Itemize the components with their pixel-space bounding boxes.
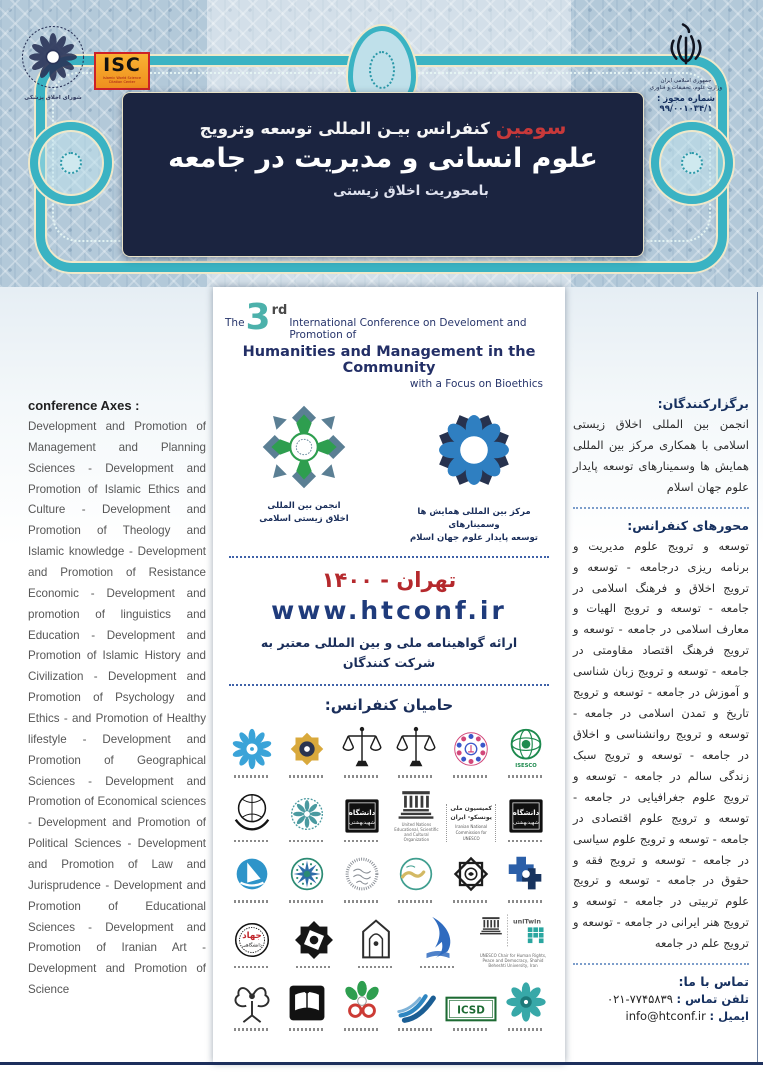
crescent-sail-logo-icon xyxy=(229,851,275,897)
sponsor-caption: United Nations Educational, Scientific and Cultural Organization xyxy=(394,821,439,843)
svg-text:دانشگاه: دانشگاه xyxy=(348,808,375,817)
sponsor-caption-illegible xyxy=(453,1028,489,1031)
islamic-human-rights-commission-logo xyxy=(227,789,277,843)
sponsors-row xyxy=(225,912,553,969)
sponsor-caption-illegible xyxy=(398,1028,434,1031)
sponsor-caption-illegible xyxy=(344,775,380,778)
regional-science-info-center-star-logo-icon xyxy=(284,726,330,772)
star-flower-emblem-icon xyxy=(428,404,520,496)
medical-ethics-law-research-center-logo xyxy=(282,791,332,843)
jahad-daneshgahi-logo-icon xyxy=(229,917,275,963)
axes-en-body: Development and Promotion of Management and Planning Sciences - Development and Promotion of Islamic Ethics and Culture - Development and Promotion of Theology and Islamic knowledge - Development and Promotion of Resistance Economic - Development and promotion of linguistics and Education - Development and Promotion of Islamic History and Civilization - Development and Promotion of Psychology and Ethics - and Promotion of Healthy lifestyle - Development and Promotion of Geographical Sciences - Development and Promotion of Economical sciences - Development and Promotion of Political Sciences - Development and Promotion of Law and Jurisprudence - Development and Promotion of Educational Sciences - Development and Promotion of Iranian Art - Development and Promotion of Science xyxy=(28,420,206,997)
axes-fa-body: توسعه و ترویج علوم مدیریت و برنامه ریزی درجامعه - توسعه و ترویج اخلاق و فرهنگ اسلامی در جامعه - توسعه و ترویج الهیات و معارف اسلامی در جامعه - توسعه و ترویج فرهنگ اقتصاد مقاومتی در جامعه - توسعه و ترویج زبان شناسی و آموزش در جامعه - توسعه و ترویج تاریخ و تمدن اسلامی در جامعه - توسعه و ترویج روانشناسی و اخلاق در جامعه - توسعه و ترویج سبک زندگی سالم در جامعه - توسعه و ترویج علوم جغرافیایی در جامعه - توسعه و ترویج علوم اقتصادی در جامعه - توسعه و ترویج علوم سیاسی در جامعه - توسعه و ترویج فقه و حقوق در جامعه - توسعه و ترویج علوم تربیتی در جامعه - توسعه و ترویج هنر ایرانی در جامعه - توسعه و ترویج علم در جامعه xyxy=(573,538,749,951)
human-rights-deputy-scales-logo xyxy=(391,722,441,778)
title-en-line2: Humanities and Management in the Community xyxy=(242,344,536,376)
children-rights-society-logo xyxy=(446,726,496,778)
svg-text:دانشگاهی: دانشگاهی xyxy=(242,943,262,949)
license-number: شماره مجوز : ۹۹/۰۰۱۰۳۴/۱ xyxy=(656,94,716,114)
conference-title-fa-line3: بامحوریت اخلاق زیستی xyxy=(333,183,489,199)
iran-national-emblem-icon xyxy=(663,20,709,72)
isc-logo xyxy=(94,52,150,90)
title-highlight-third: سومین xyxy=(495,115,567,139)
islamic-world-science-seminars-center-logo: مرکز بین المللی همایش ها وسمینارهای توسعه پایدار علوم جهان اسلام xyxy=(409,404,539,544)
ethics-council-caption: شورای اخلاق پزشکی xyxy=(24,95,82,101)
left-scroll-ornament xyxy=(30,122,112,204)
shahid-beheshti-university-logo xyxy=(337,795,387,843)
email-line: ایمیل : info@htconf.ir xyxy=(625,1009,749,1024)
city-year: تهران - ۱۴۰۰ xyxy=(321,568,457,593)
compass-rose-logo xyxy=(282,851,332,903)
organizer-logos-row xyxy=(225,404,553,544)
sponsor-caption-illegible xyxy=(344,840,380,843)
knot-star-emblem-logo-icon xyxy=(448,851,494,897)
sponsor-caption-illegible xyxy=(508,775,544,778)
sponsor-caption-illegible xyxy=(234,900,270,903)
shahid-beheshti-law-faculty-logo-icon xyxy=(505,795,547,837)
dotted-separator xyxy=(573,963,749,965)
sponsors-row xyxy=(225,977,553,1031)
islamic-azad-university-logo xyxy=(413,913,463,969)
shahid-beheshti-university-logo-icon xyxy=(341,795,383,837)
title-en-line3: with a Focus on Bioethics xyxy=(409,378,543,390)
iranian-participation-culture-house-logo-icon xyxy=(339,979,385,1025)
unesco-chair-unitwin-logo-icon xyxy=(476,912,550,952)
sponsors-row xyxy=(225,851,553,903)
regional-science-info-center-star-logo xyxy=(282,726,332,778)
health-ministry-tulip-logo-icon xyxy=(229,977,275,1025)
isc-text: ISC xyxy=(103,54,141,76)
health-ministry-tulip-logo xyxy=(227,977,277,1031)
conference-axes-en-column xyxy=(28,398,206,1001)
license-line-1: جمهوری اسلامی ایران xyxy=(660,78,712,84)
organizers-heading: برگزارکنندگان: xyxy=(657,396,749,411)
elite-association-flower-logo-icon xyxy=(503,979,549,1025)
phone-line: تلفن تماس : ۰۲۱-۷۷۴۵۸۳۹ xyxy=(606,992,749,1007)
jahad-daneshgahi-logo xyxy=(227,917,277,969)
sponsors-grid xyxy=(225,722,553,1031)
conference-title-en xyxy=(225,297,553,390)
ministry-of-justice-scales-logo xyxy=(337,722,387,778)
children-rights-society-logo-icon xyxy=(448,726,494,772)
right-margin-line xyxy=(757,292,759,1062)
human-rights-deputy-scales-logo-icon xyxy=(394,722,438,772)
organizers-body: انجمن بین المللی اخلاق زیستی اسلامی با همکاری مرکز بین المللی همایش ها وسمینارهای توسعه پایدار علوم جهان اسلام xyxy=(573,417,749,494)
calligraphy-medallion-logo xyxy=(337,851,387,903)
bioethics-society-flower-logo-icon xyxy=(229,726,275,772)
svg-text:شهیدبهشتی: شهیدبهشتی xyxy=(513,819,539,826)
sustainable-development-research-center-logo-icon xyxy=(391,979,441,1025)
dotted-separator xyxy=(573,507,749,509)
dotted-separator xyxy=(229,556,549,558)
medical-university-book-logo-icon xyxy=(285,981,329,1025)
axes-en-heading: conference Axes : xyxy=(28,398,140,413)
medical-ethics-law-research-center-logo-icon xyxy=(284,791,330,837)
qom-university-of-technology-logo xyxy=(501,851,551,903)
compass-rose-logo-icon xyxy=(284,851,330,897)
knot-star-emblem-logo xyxy=(446,851,496,903)
green-knot-emblem-icon xyxy=(261,404,347,490)
center-panel xyxy=(213,287,565,1063)
sponsor-caption-illegible xyxy=(234,840,270,843)
quran-sciences-university-arch-logo xyxy=(351,915,401,969)
humanities-research-institute-star-logo-icon xyxy=(291,917,337,963)
calligraphy-medallion-logo-icon xyxy=(339,851,385,897)
islamic-human-rights-commission-logo-icon xyxy=(229,789,275,837)
iran-emblem-block xyxy=(631,20,741,114)
bottom-border-line xyxy=(0,1062,763,1065)
svg-text:ISESCO: ISESCO xyxy=(515,763,537,770)
medical-university-book-logo xyxy=(282,981,332,1031)
bioethics-society-flower-logo xyxy=(227,726,277,778)
isesco-logo xyxy=(501,724,551,778)
sponsor-caption-illegible xyxy=(453,775,489,778)
sponsor-caption-illegible xyxy=(453,900,489,903)
axes-fa-heading: محورهای کنفرانس: xyxy=(627,517,749,533)
sponsors-row xyxy=(225,722,553,778)
title-en-line1: International Conference on Develoment and Promotion of xyxy=(289,317,527,341)
sponsor-caption-illegible xyxy=(358,966,394,969)
svg-text:ICSD: ICSD xyxy=(457,1005,486,1018)
icsd-logo-icon xyxy=(444,993,498,1025)
svg-text:شهیدبهشتی: شهیدبهشتی xyxy=(348,819,375,826)
sustainable-development-research-center-logo xyxy=(391,979,441,1031)
sponsor-caption-illegible xyxy=(289,840,325,843)
svg-text:جهاد: جهاد xyxy=(242,930,262,941)
sponsor-caption-illegible xyxy=(344,1028,380,1031)
elite-association-flower-logo xyxy=(501,979,551,1031)
islamic-azad-university-logo-icon xyxy=(415,913,461,963)
dotted-separator xyxy=(229,684,549,686)
unesco-chair-unitwin-logo xyxy=(475,912,551,969)
email-address: info@htconf.ir xyxy=(625,1009,706,1024)
ministry-of-justice-scales-logo-icon xyxy=(340,722,384,772)
sponsor-caption-illegible xyxy=(289,900,325,903)
website-url: www.htconf.ir xyxy=(271,596,507,626)
medical-ethics-council-logo xyxy=(16,24,90,101)
sponsor-caption-illegible xyxy=(508,1028,544,1031)
svg-text:دانشگاه: دانشگاه xyxy=(512,808,540,817)
sponsor-caption-illegible xyxy=(508,840,544,843)
wave-circle-logo xyxy=(391,851,441,903)
isc-subtext: Islamic World Science Citation Center xyxy=(102,76,142,84)
sponsor-caption-illegible xyxy=(296,966,332,969)
phone-number: ۰۲۱-۷۷۴۵۸۳۹ xyxy=(606,992,673,1007)
sponsor-caption-illegible xyxy=(289,1028,325,1031)
title-en-ordinal: rd xyxy=(271,303,288,318)
icsd-logo xyxy=(446,993,496,1031)
conference-title-fa-line2: علوم انسانی و مدیریت در جامعه xyxy=(168,143,598,174)
title-en-the: The xyxy=(225,317,245,329)
svg-text:uniTwin: uniTwin xyxy=(513,917,541,926)
flower-emblem-icon xyxy=(20,24,86,90)
sponsors-heading: حامیان کنفرانس: xyxy=(324,696,454,714)
conference-title-fa-line1: سومین کنفرانس بیـن المللی توسعه وترویج xyxy=(199,115,567,139)
certificate-note: ارائه گواهینامه ملی و بین المللی معتبر به شرکت کنندگان xyxy=(260,635,518,670)
sponsor-caption-illegible xyxy=(420,966,456,969)
iran-unesco-commission-label: کمیسیون ملی یونسکو- ایران Iranian National Commission for UNESCO xyxy=(446,804,496,842)
sponsor-caption-illegible xyxy=(289,775,325,778)
unesco-logo xyxy=(391,787,441,843)
qom-university-of-technology-logo-icon xyxy=(503,851,549,897)
shahid-beheshti-law-faculty-logo xyxy=(501,795,551,843)
sponsor-caption-illegible xyxy=(234,966,270,969)
iranian-participation-culture-house-logo xyxy=(337,979,387,1031)
isesco-logo-icon xyxy=(503,724,549,772)
sponsor-caption: UNESCO Chair for Human Rights, Peace and Democracy, Shahid Beheshti University, Iran xyxy=(479,952,547,969)
sponsor-caption-illegible xyxy=(234,1028,270,1031)
title-banner xyxy=(122,92,644,257)
title-en-number: 3 xyxy=(245,297,271,338)
contact-heading: تماس با ما: xyxy=(678,974,749,990)
sponsors-row xyxy=(225,787,553,843)
wave-circle-logo-icon xyxy=(393,851,439,897)
license-line-2: وزارت علوم، تحقیقات و فناوری xyxy=(649,85,723,91)
sponsor-caption-illegible xyxy=(234,775,270,778)
sponsor-caption-illegible xyxy=(398,900,434,903)
crescent-sail-logo xyxy=(227,851,277,903)
islamic-bioethics-association-logo: انجمن بین المللی اخلاق زیستی اسلامی xyxy=(239,404,369,544)
unesco-logo-icon xyxy=(394,787,438,821)
humanities-research-institute-star-logo xyxy=(289,917,339,969)
sponsor-caption-illegible xyxy=(508,900,544,903)
sponsor-caption-illegible xyxy=(398,775,434,778)
sponsor-caption-illegible xyxy=(344,900,380,903)
quran-sciences-university-arch-logo-icon xyxy=(354,915,398,963)
persian-info-column xyxy=(573,396,749,1023)
